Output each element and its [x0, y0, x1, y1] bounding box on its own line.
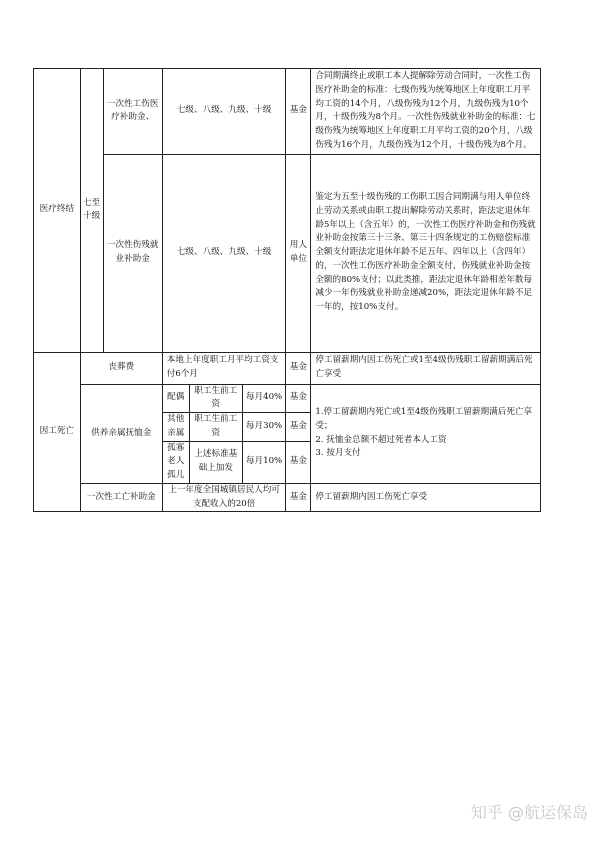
condition-funeral-expense: 停工留薪期内因工伤死亡或1至4级伤残职工留薪期满后死亡享受 [311, 352, 541, 384]
item-funeral-expense: 丧葬费 [80, 352, 162, 384]
benefits-table-main [33, 68, 541, 512]
payer-death-lump-sum: 基金 [286, 483, 311, 512]
pension-rate-spouse: 每月40% [242, 384, 286, 413]
condition-death-lump-sum: 停工留薪期内因工伤死亡享受 [311, 483, 541, 512]
pension-who-other: 其他亲属 [162, 413, 189, 442]
pension-basis-orphan: 上述标准基础上加发 [189, 441, 242, 483]
standard-funeral-expense: 本地上年度职工月平均工资支付6个月 [162, 352, 286, 384]
watermark [471, 800, 588, 823]
pension-condition-1: 1.停工留薪期内死亡或1至4级伤残职工留薪期满后死亡享受； [315, 407, 533, 431]
category-work-death: 因工死亡 [34, 352, 81, 512]
pension-payer-orphan: 基金 [286, 441, 311, 483]
pension-basis-other: 职工生前工资 [189, 413, 242, 442]
pension-rate-other: 每月30% [242, 413, 286, 442]
condition-medical-subsidy: 合同期满终止或职工本人提解除劳动合同时，一次性工伤医疗补助金的标准：七级伤残为统筹地区上年度职工月平均工资的14个月，八级伤残为12个月，九级伤残为10个月，十级伤残为8个月。一次性伤残就业补助金的标准：七级伤残为统筹地区上年度职工月平均工资的20个月，八级伤残为16个月，九级伤残为12个月，十级伤残为8个月。 [311, 69, 541, 155]
pension-payer-other: 基金 [286, 413, 311, 442]
pension-who-orphan: 孤寡老人孤儿 [162, 441, 189, 483]
item-death-lump-sum: 一次性工亡补助金 [80, 483, 162, 512]
pension-who-spouse: 配偶 [162, 384, 189, 413]
payer-medical-subsidy: 基金 [286, 69, 311, 155]
item-disability-employment-subsidy: 一次性伤残就业补助金 [103, 154, 162, 352]
item-survivor-pension: 供养亲属抚恤金 [80, 384, 162, 483]
pension-payer-spouse: 基金 [286, 384, 311, 413]
condition-disability-employment-subsidy: 鉴定为五至十级伤残的工伤职工因合同期满与用人单位终止劳动关系或由职工提出解除劳动关系时，距法定退休年龄5年以上（含五年）的，一次性工伤医疗补助金和伤残就业补助金按第三十三条、第三十四条规定的工伤赔偿标准全额支付距法定退休年龄不足五年、四年以上（含四年）的，一次性工伤医疗补助金全额支付，伤残就业补助金按全额的80%支付；以此类推，距法定退休年龄相差年数每减少一年伤残就业补助金递减20%，距法定退休年龄不足一年的，按10%支付。 [311, 154, 541, 352]
pension-condition-3: 3. 按月支付 [315, 448, 361, 459]
condition-survivor-pension [311, 384, 541, 483]
watermark-text: 知乎 @航运保岛 [470, 803, 588, 822]
payer-funeral-expense: 基金 [286, 352, 311, 384]
pension-rate-orphan: 每月10% [242, 441, 286, 483]
item-medical-subsidy: 一次性工伤医疗补助金、 [103, 69, 162, 155]
pension-condition-2: 2. 抚恤金总额不超过死者本人工资 [315, 434, 447, 445]
grade-seven-to-ten: 七至十级 [80, 69, 103, 353]
standard-medical-subsidy: 七级、八级、九级、十级 [162, 69, 286, 155]
category-medical-termination: 医疗终结 [34, 69, 81, 353]
pension-basis-spouse: 职工生前工资 [189, 384, 242, 413]
standard-death-lump-sum: 上一年度全国城镇居民人均可支配收入的20倍 [162, 483, 286, 512]
payer-disability-employment-subsidy: 用人单位 [286, 154, 311, 352]
standard-disability-employment-subsidy: 七级、八级、九级、十级 [162, 154, 286, 352]
